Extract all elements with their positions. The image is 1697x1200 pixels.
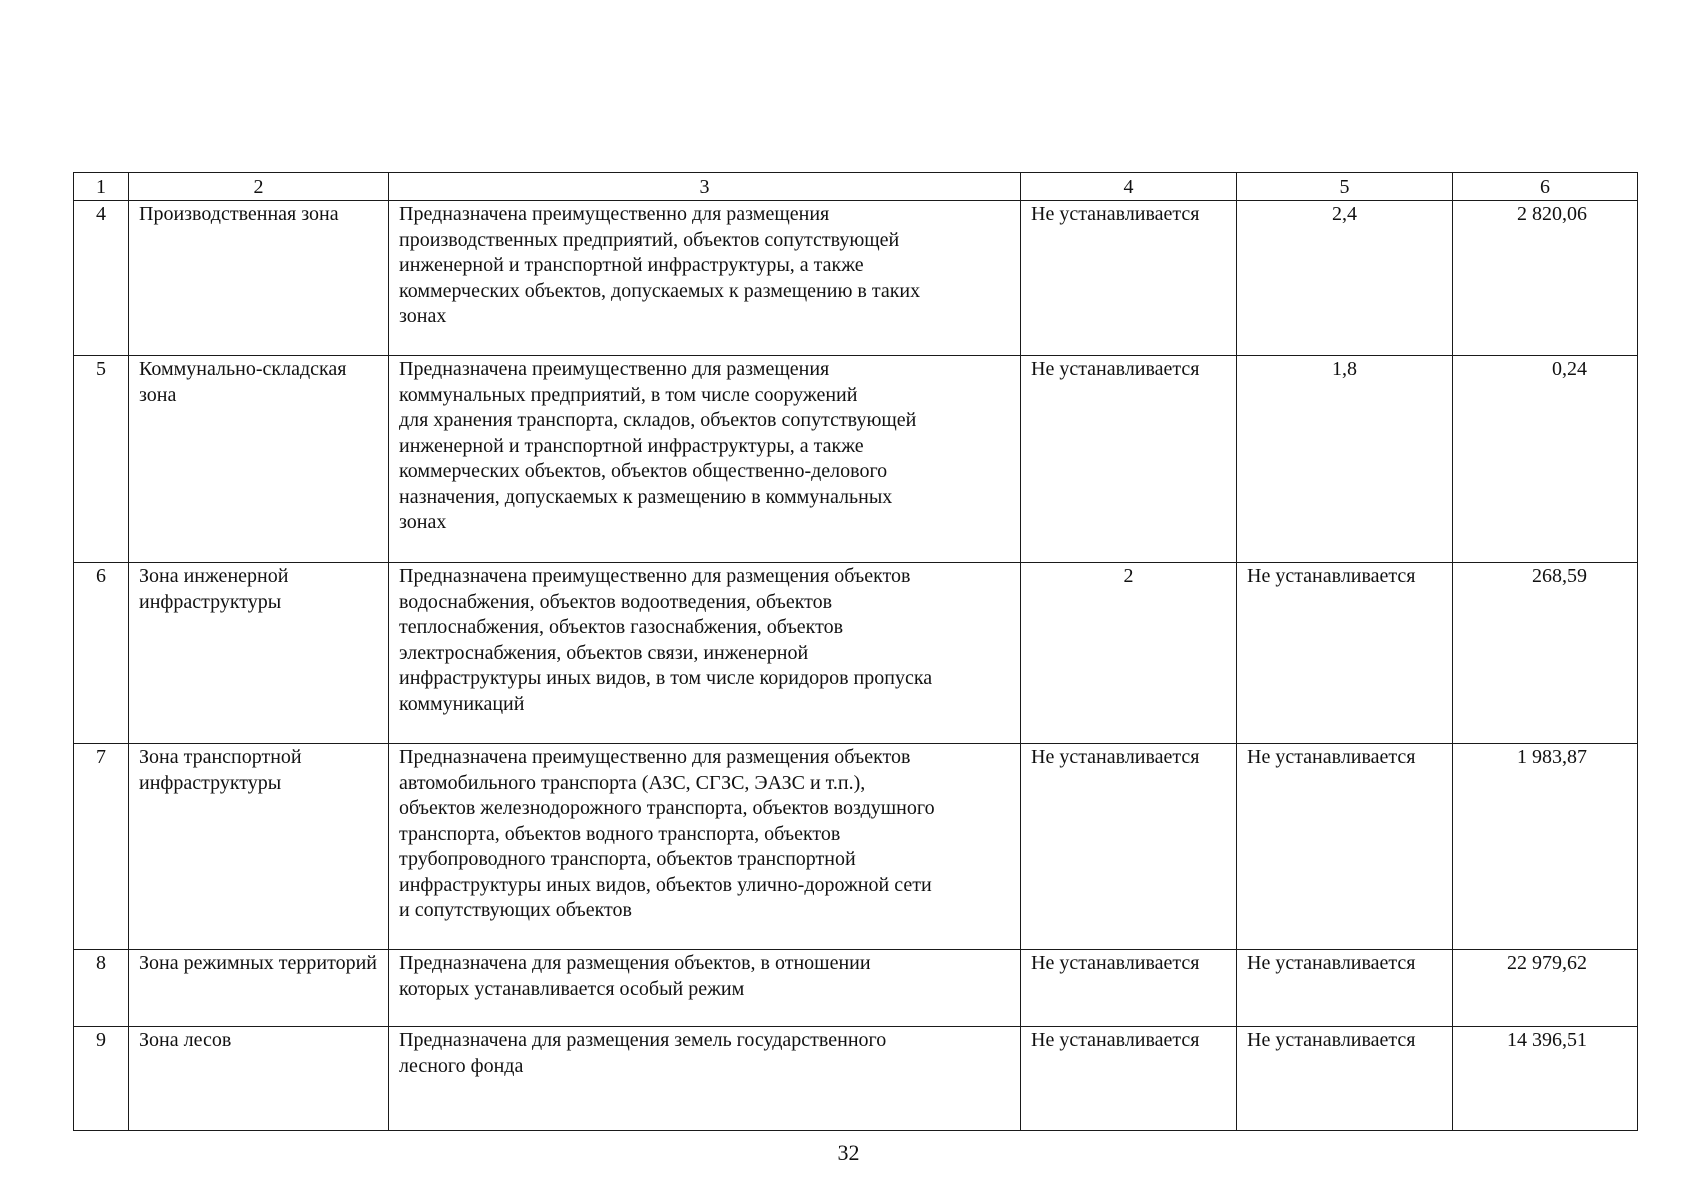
description-line: Предназначена для размещения объектов, в отношении xyxy=(399,952,871,974)
description-line: Предназначена преимущественно для размещения объектов xyxy=(399,746,911,768)
row-number: 4 xyxy=(74,201,129,356)
description-line: теплоснабжения, объектов газоснабжения, объектов xyxy=(399,616,844,638)
column-5-value: Не устанавливается xyxy=(1237,563,1453,744)
description-line: Предназначена преимущественно для размещения объектов xyxy=(399,565,911,587)
description-line: трубопроводного транспорта, объектов транспортной xyxy=(399,848,856,870)
column-6-value: 0,24 xyxy=(1453,356,1638,563)
column-4-value: 2 xyxy=(1021,563,1237,744)
zone-description xyxy=(389,744,1021,950)
table-row xyxy=(74,744,1638,950)
zone-description xyxy=(389,950,1021,1027)
description-line: и сопутствующих объектов xyxy=(399,899,632,921)
column-4-value: Не устанавливается xyxy=(1021,356,1237,563)
description-line: автомобильного транспорта (АЗС, СГЗС, ЭАЗС и т.п.), xyxy=(399,771,866,794)
column-4-value: Не устанавливается xyxy=(1021,201,1237,356)
description-line: коммуникаций xyxy=(399,692,525,715)
description-line: объектов железнодорожного транспорта, объектов воздушного xyxy=(399,797,935,819)
row-number: 6 xyxy=(74,563,129,744)
column-header-4: 4 xyxy=(1021,173,1237,201)
description-line: коммерческих объектов, объектов общественно-делового xyxy=(399,460,888,482)
row-number: 7 xyxy=(74,744,129,950)
column-6-value: 22 979,62 xyxy=(1453,950,1638,1027)
zone-description xyxy=(389,1027,1021,1131)
column-header-3: 3 xyxy=(389,173,1021,201)
column-5-value: 1,8 xyxy=(1237,356,1453,563)
zone-name: Зона инженерной инфраструктуры xyxy=(129,563,389,744)
column-5-value: Не устанавливается xyxy=(1237,1027,1453,1131)
zone-name: Зона лесов xyxy=(129,1027,389,1131)
description-line: коммерческих объектов, допускаемых к размещению в таких xyxy=(399,279,921,302)
column-6-value: 1 983,87 xyxy=(1453,744,1638,950)
description-line: инженерной и транспортной инфраструктуры, а также xyxy=(399,434,864,457)
row-number: 8 xyxy=(74,950,129,1027)
description-line: зонах xyxy=(399,305,447,327)
zone-name: Зона режимных территорий xyxy=(129,950,389,1027)
column-header-5: 5 xyxy=(1237,173,1453,201)
zone-description xyxy=(389,356,1021,563)
table-row xyxy=(74,950,1638,1027)
description-line: водоснабжения, объектов водоотведения, объектов xyxy=(399,590,833,613)
column-5-value: Не устанавливается xyxy=(1237,950,1453,1027)
table-header-row xyxy=(74,173,1638,201)
column-header-2: 2 xyxy=(129,173,389,201)
table-row xyxy=(74,1027,1638,1131)
description-line: Предназначена для размещения земель государственного xyxy=(399,1029,887,1051)
description-line: для хранения транспорта, складов, объектов сопутствующей xyxy=(399,409,917,431)
zone-description xyxy=(389,563,1021,744)
column-5-value: 2,4 xyxy=(1237,201,1453,356)
description-line: инфраструктуры иных видов, объектов улично-дорожной сети xyxy=(399,873,932,896)
description-line: производственных предприятий, объектов сопутствующей xyxy=(399,228,900,251)
description-line: лесного фонда xyxy=(399,1054,524,1077)
description-line: зонах xyxy=(399,511,447,533)
description-line: коммунальных предприятий, в том числе сооружений xyxy=(399,383,858,406)
column-6-value: 2 820,06 xyxy=(1453,201,1638,356)
column-header-6: 6 xyxy=(1453,173,1638,201)
column-6-value: 268,59 xyxy=(1453,563,1638,744)
zone-description xyxy=(389,201,1021,356)
column-4-value: Не устанавливается xyxy=(1021,950,1237,1027)
description-line: Предназначена преимущественно для размещения xyxy=(399,358,830,380)
description-line: инфраструктуры иных видов, в том числе коридоров пропуска xyxy=(399,667,933,689)
description-line: электроснабжения, объектов связи, инженерной xyxy=(399,641,809,664)
column-6-value: 14 396,51 xyxy=(1453,1027,1638,1131)
zone-name: Производственная зона xyxy=(129,201,389,356)
table-row xyxy=(74,201,1638,356)
description-line: транспорта, объектов водного транспорта, объектов xyxy=(399,822,841,845)
table-row xyxy=(74,563,1638,744)
table-row xyxy=(74,356,1638,563)
column-5-value: Не устанавливается xyxy=(1237,744,1453,950)
column-4-value: Не устанавливается xyxy=(1021,1027,1237,1131)
description-line: назначения, допускаемых к размещению в коммунальных xyxy=(399,485,893,508)
column-header-1: 1 xyxy=(74,173,129,201)
page-number: 32 xyxy=(837,1140,860,1165)
description-line: которых устанавливается особый режим xyxy=(399,977,745,1000)
row-number: 5 xyxy=(74,356,129,563)
zone-name: Зона транспортной инфраструктуры xyxy=(129,744,389,950)
description-line: инженерной и транспортной инфраструктуры, а также xyxy=(399,254,864,276)
row-number: 9 xyxy=(74,1027,129,1131)
zone-name: Коммунально-складская зона xyxy=(129,356,389,563)
zones-table xyxy=(73,172,1638,1131)
description-line: Предназначена преимущественно для размещения xyxy=(399,203,830,225)
column-4-value: Не устанавливается xyxy=(1021,744,1237,950)
